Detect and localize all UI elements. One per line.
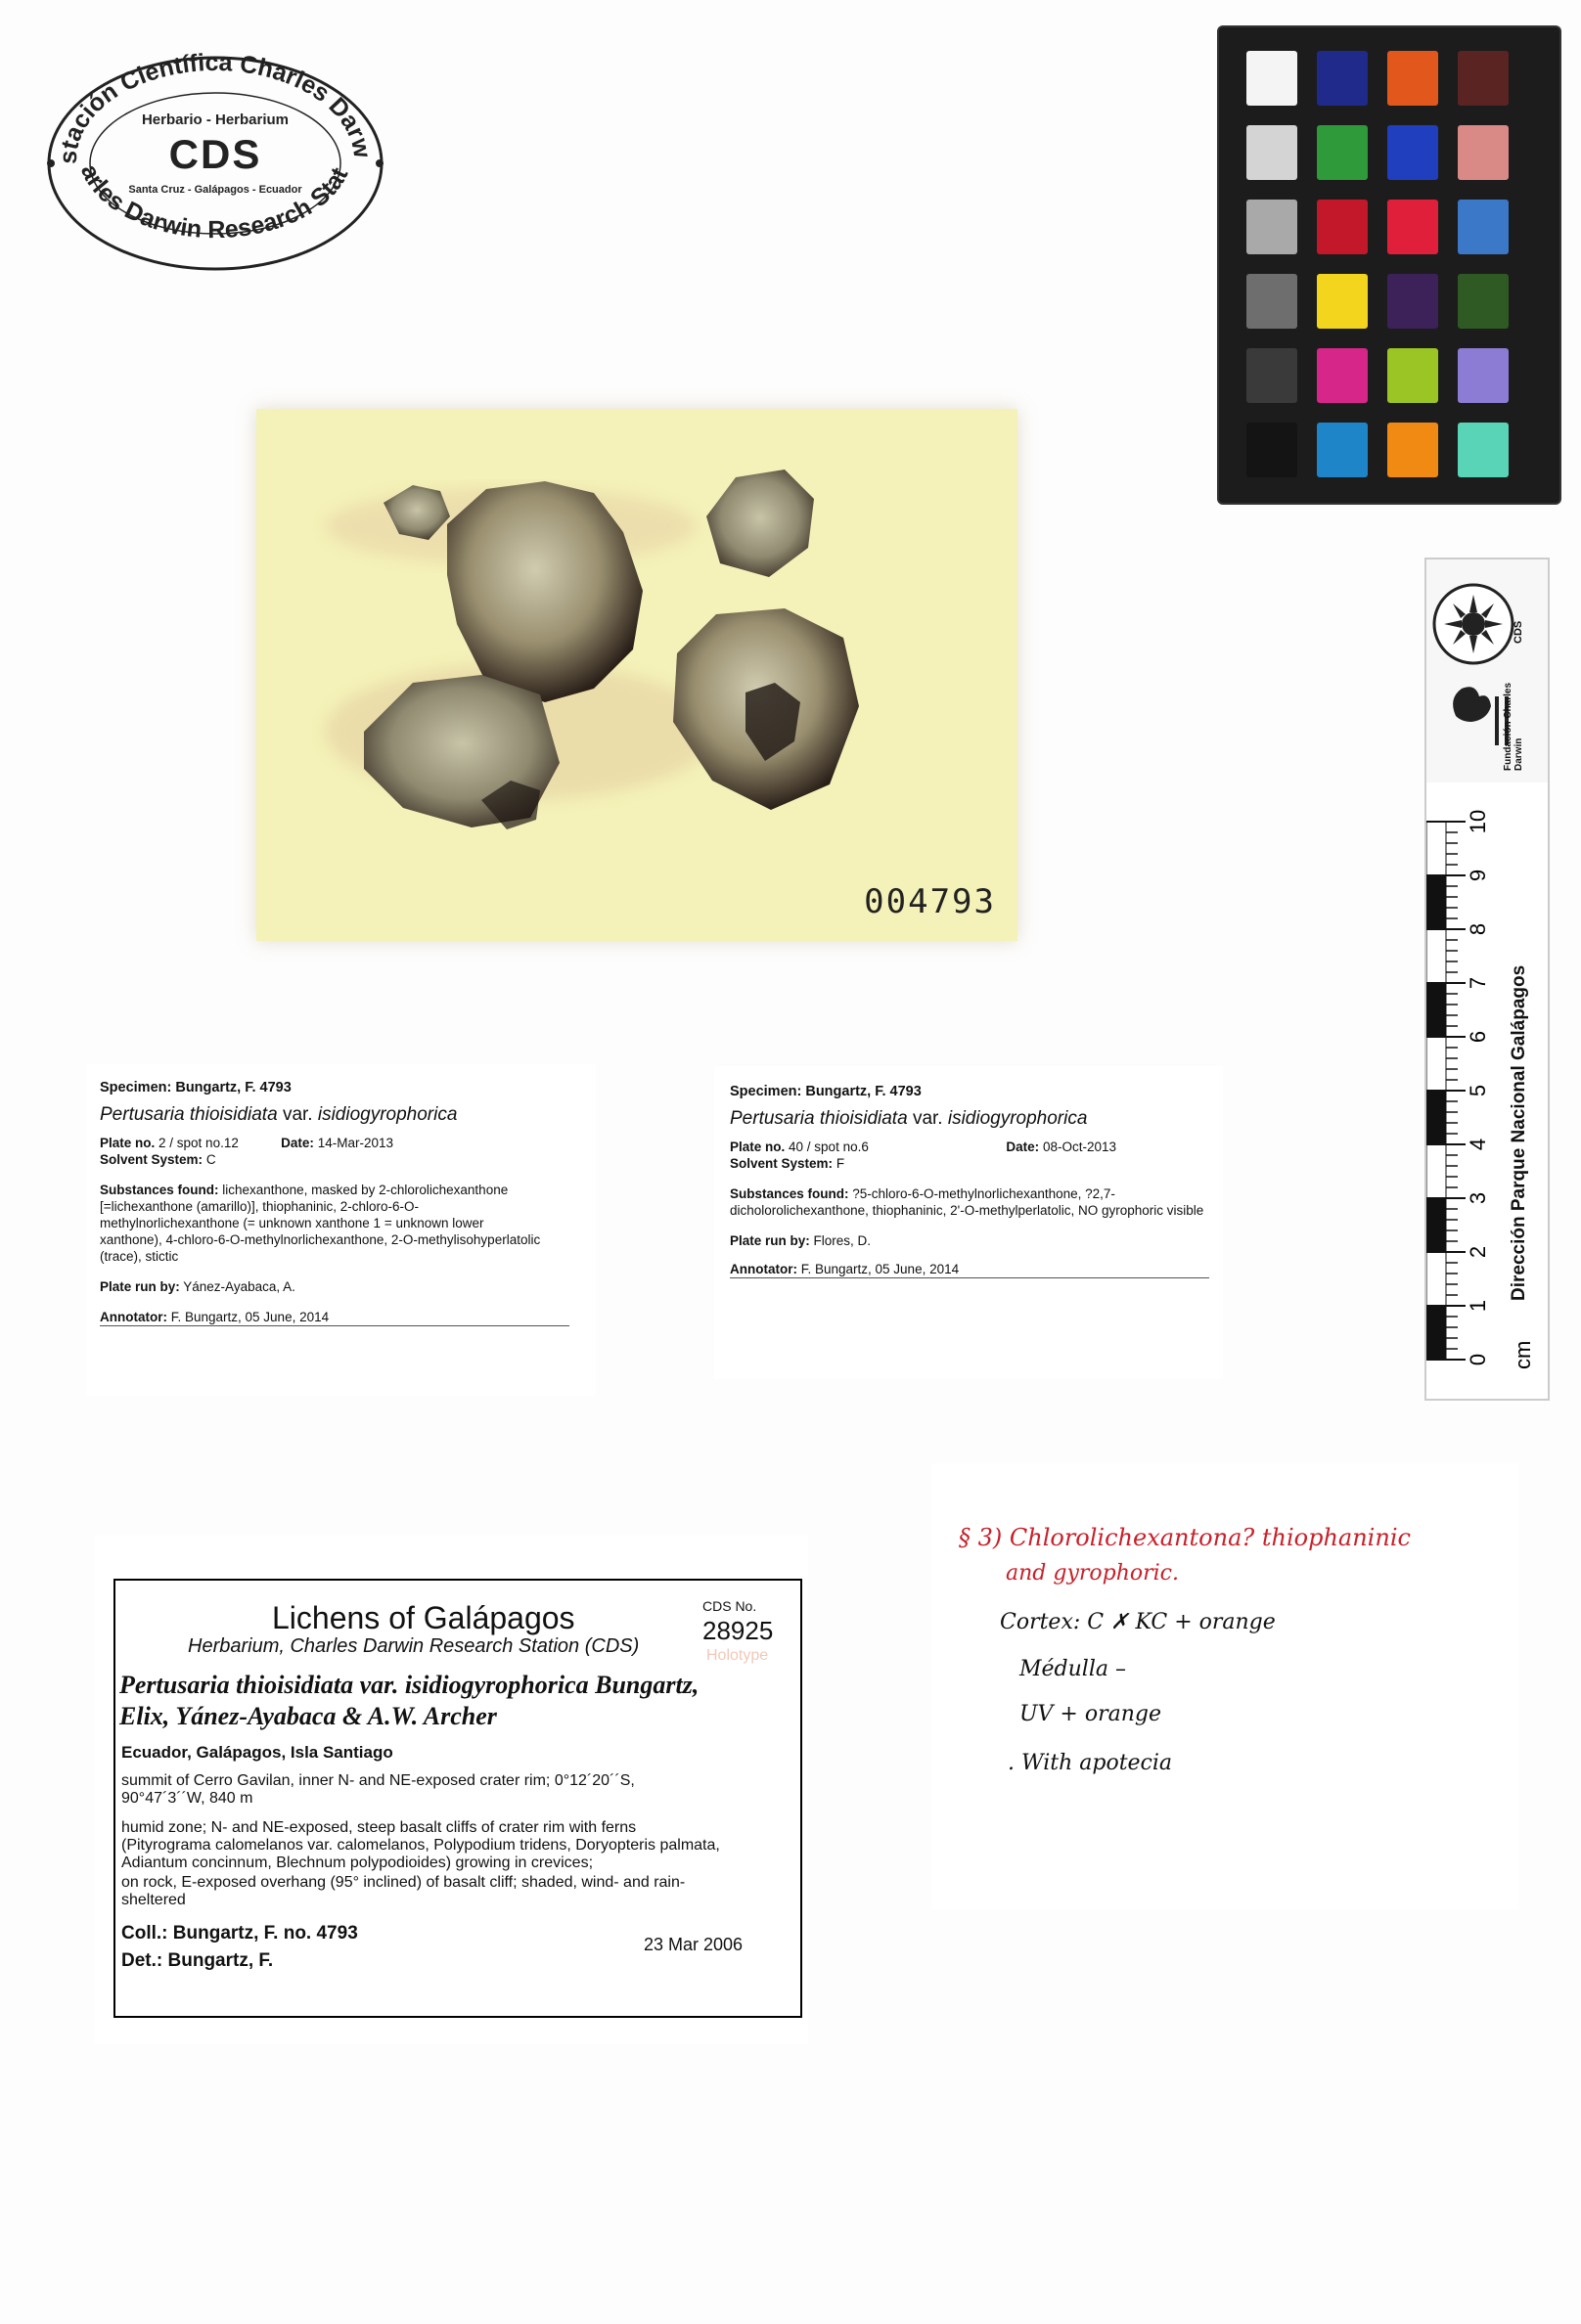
tlc2-plate-value: 40 / spot no.6 bbox=[789, 1140, 869, 1154]
herbarium-subtitle: Herbarium, Charles Darwin Research Station (CDS) bbox=[188, 1635, 640, 1657]
herbarium-date: 23 Mar 2006 bbox=[644, 1935, 744, 1954]
tlc1-date-label: Date: bbox=[281, 1136, 314, 1150]
tlc2-taxon bbox=[730, 1110, 1219, 1127]
determiner-label: Det.: bbox=[121, 1950, 163, 1971]
ruler-tick-label: 10 bbox=[1465, 809, 1490, 834]
scale-vertical-text: Dirección Parque Nacional Galápagos bbox=[1509, 964, 1529, 1301]
tlc2-plate-row bbox=[730, 1139, 1116, 1155]
ruler-block bbox=[1426, 1144, 1446, 1198]
stamp-top-text: stación Científica Charles Darw bbox=[54, 51, 377, 165]
herbarium-site-line1: summit of Cerro Gavilan, inner N- and NE-exposed crater rim; 0°12´20´´S, bbox=[121, 1772, 635, 1789]
ruler-tick-label: 2 bbox=[1465, 1245, 1490, 1259]
tlc2-annotator-label: Annotator: bbox=[730, 1262, 797, 1276]
color-patch bbox=[1387, 348, 1438, 403]
tlc1-plate-label: Plate no. bbox=[100, 1136, 156, 1150]
ruler-block bbox=[1426, 1091, 1446, 1144]
tlc1-taxon-name: Pertusaria thioisidiata bbox=[100, 1104, 278, 1125]
tlc2-plate-label: Plate no. bbox=[730, 1140, 786, 1154]
ruler-tick-label: 8 bbox=[1465, 922, 1490, 936]
tlc1-annotator-value: F. Bungartz, 05 June, 2014 bbox=[170, 1310, 330, 1324]
stamp-bottom-text: arles Darwin Research Stat bbox=[74, 159, 354, 245]
color-patch bbox=[1246, 348, 1297, 403]
tlc1-taxon-var: var. bbox=[282, 1104, 313, 1125]
ruler-block bbox=[1426, 929, 1446, 983]
ruler-tick-label: 9 bbox=[1465, 869, 1490, 882]
herbarium-taxon-line2: Elix, Yánez-Ayabaca & A.W. Archer bbox=[119, 1702, 497, 1730]
color-patch bbox=[1387, 274, 1438, 329]
color-patch bbox=[1246, 200, 1297, 254]
color-patch bbox=[1317, 274, 1368, 329]
specimen-packet bbox=[256, 409, 1017, 941]
herbarium-habitat-line2: (Pityrograma calomelanos var. calomelanos, Polypodium tridens, Doryopteris palmata, bbox=[121, 1837, 720, 1854]
scale-bar-logo-area bbox=[1426, 559, 1548, 782]
color-patch bbox=[1458, 423, 1509, 477]
herbarium-habitat-line1: humid zone; N- and NE-exposed, steep basalt cliffs of crater rim with ferns bbox=[121, 1819, 637, 1836]
color-patch bbox=[1387, 200, 1438, 254]
color-patch bbox=[1458, 200, 1509, 254]
color-patch bbox=[1317, 423, 1368, 477]
tlc2-platerun-label: Plate run by: bbox=[730, 1233, 810, 1248]
ruler-tick-label: 5 bbox=[1465, 1084, 1490, 1097]
catalog-number: 004793 bbox=[864, 882, 996, 921]
ruler-tick-label: 7 bbox=[1465, 976, 1490, 990]
color-patch bbox=[1317, 125, 1368, 180]
tlc1-platerun-label: Plate run by: bbox=[100, 1279, 180, 1294]
herbarium-substrate-line1: on rock, E-exposed overhang (95° inclined) of basalt cliff; shaded, wind- and rain- bbox=[121, 1874, 686, 1891]
color-patch bbox=[1246, 274, 1297, 329]
tlc-label-1 bbox=[86, 1064, 595, 1397]
tlc1-substances-value: lichexanthone, masked by 2-chlorolichexanthone [=lichexanthone (amarillo)], thiophaninic, 2-chloro-6-O-methylnorlichexanthone (= unknown xanthone 1 = unknown lower xanthone), 4-chloro-6-O-methylnorlichexanthone, 2-O-methylisohyperlatolic (trace), stictic bbox=[100, 1183, 541, 1264]
handwritten-note bbox=[931, 1463, 1518, 1909]
herbarium-label bbox=[94, 1536, 808, 2044]
determiner-value: Bungartz, F. bbox=[167, 1950, 274, 1971]
collector-value: Bungartz, F. no. 4793 bbox=[172, 1923, 358, 1944]
ruler-tick-label: 6 bbox=[1465, 1030, 1490, 1044]
tlc2-solvent-label: Solvent System: bbox=[730, 1156, 834, 1171]
stamp-line-location: Santa Cruz - Galápagos - Ecuador bbox=[128, 184, 302, 196]
scale-bar bbox=[1424, 558, 1550, 1401]
tlc2-annotator-value: F. Bungartz, 05 June, 2014 bbox=[800, 1262, 960, 1276]
herbarium-site-line2: 90°47´3´´W, 840 m bbox=[121, 1790, 253, 1807]
color-patch bbox=[1246, 125, 1297, 180]
tlc1-platerun-value: Yánez-Ayabaca, A. bbox=[183, 1279, 295, 1294]
tlc2-substances-label: Substances found: bbox=[730, 1186, 849, 1201]
herbarium-substrate-line2: sheltered bbox=[121, 1892, 186, 1908]
tlc2-taxon-infra: isidiogyrophorica bbox=[947, 1108, 1088, 1129]
herbarium-title: Lichens of Galápagos bbox=[272, 1600, 575, 1635]
lichen-specimen-fragments bbox=[256, 409, 1017, 941]
color-patch bbox=[1458, 125, 1509, 180]
tlc1-plate-value: 2 / spot no.12 bbox=[158, 1136, 239, 1150]
color-patch bbox=[1387, 51, 1438, 106]
scale-bar-logos bbox=[1426, 559, 1548, 782]
ruler-block bbox=[1426, 1306, 1446, 1360]
herbarium-collector bbox=[121, 1923, 358, 1944]
tlc2-solvent-value: F bbox=[836, 1156, 845, 1171]
tlc1-solvent-value: C bbox=[205, 1152, 216, 1167]
color-patch bbox=[1246, 51, 1297, 106]
ruler-block bbox=[1426, 1037, 1446, 1091]
herbarium-taxon-line1: Pertusaria thioisidiata var. isidiogyrophorica Bungartz, bbox=[119, 1671, 700, 1699]
stamp-line-herbarium: Herbario - Herbarium bbox=[141, 112, 290, 128]
scale-ruler bbox=[1426, 782, 1548, 1399]
color-patch bbox=[1317, 200, 1368, 254]
tlc1-specimen: Specimen: Bungartz, F. 4793 bbox=[100, 1080, 292, 1095]
ruler-tick-label: 4 bbox=[1465, 1138, 1490, 1151]
ruler-block bbox=[1426, 983, 1446, 1037]
scale-cds-text: CDS bbox=[1513, 620, 1524, 644]
collector-label: Coll.: bbox=[121, 1923, 168, 1944]
ruler-block bbox=[1426, 1198, 1446, 1252]
note-line-4: Médulla – bbox=[1019, 1657, 1126, 1681]
tlc1-solvent-label: Solvent System: bbox=[100, 1152, 203, 1167]
tlc1-plate-row bbox=[100, 1135, 393, 1151]
tlc2-date-label: Date: bbox=[1006, 1140, 1040, 1154]
note-line-3: Cortex: C ✗ KC + orange bbox=[1000, 1610, 1276, 1634]
cds-number-value: 28925 bbox=[702, 1616, 774, 1645]
note-line-6: . With apotecia bbox=[1008, 1751, 1173, 1775]
ruler-block bbox=[1426, 1252, 1446, 1306]
ruler-tick-label: 3 bbox=[1465, 1191, 1490, 1205]
ruler-tick-label: 0 bbox=[1465, 1353, 1490, 1366]
note-line-1: § 3) Chlorolichexantona? thiophaninic bbox=[959, 1524, 1411, 1551]
tlc2-specimen: Specimen: Bungartz, F. 4793 bbox=[730, 1084, 922, 1099]
color-patch bbox=[1317, 51, 1368, 106]
herbarium-habitat-line3: Adiantum concinnum, Blechnum polypodioides) growing in crevices; bbox=[121, 1855, 594, 1871]
tlc2-substances-value: ?5-chloro-6-O-methylnorlichexanthone, ?2,7-dicholorolichexanthone, thiophaninic, 2'-O-methylperlatolic, NO gyrophoric visible bbox=[730, 1186, 1204, 1218]
tlc2-taxon-name: Pertusaria thioisidiata bbox=[730, 1108, 908, 1129]
type-status: Holotype bbox=[706, 1647, 769, 1664]
tlc2-date-value: 08-Oct-2013 bbox=[1042, 1140, 1116, 1154]
ruler-unit-label: cm bbox=[1511, 1340, 1535, 1369]
ruler-tick-label: 1 bbox=[1465, 1299, 1490, 1313]
note-line-5: UV + orange bbox=[1019, 1702, 1161, 1726]
color-patch bbox=[1387, 125, 1438, 180]
ruler-block bbox=[1426, 875, 1446, 929]
color-patch bbox=[1246, 423, 1297, 477]
tlc1-substances-label: Substances found: bbox=[100, 1183, 219, 1197]
herbarium-stamp bbox=[43, 51, 387, 276]
tlc2-platerun-value: Flores, D. bbox=[813, 1233, 872, 1248]
stamp-line-cds: CDS bbox=[168, 131, 262, 177]
tlc1-taxon bbox=[100, 1106, 589, 1123]
color-checker-card bbox=[1219, 27, 1559, 503]
ruler-block bbox=[1426, 822, 1446, 875]
herbarium-label-frame bbox=[113, 1579, 802, 2018]
herbarium-locality: Ecuador, Galápagos, Isla Santiago bbox=[121, 1743, 393, 1762]
tlc1-date-value: 14-Mar-2013 bbox=[317, 1136, 393, 1150]
note-line-2: and gyrophoric. bbox=[1006, 1561, 1179, 1586]
tlc1-annotator-label: Annotator: bbox=[100, 1310, 167, 1324]
herbarium-determiner bbox=[121, 1950, 273, 1972]
color-patch bbox=[1458, 51, 1509, 106]
tlc-label-2 bbox=[714, 1066, 1223, 1379]
color-patch bbox=[1317, 348, 1368, 403]
scale-org-text: Fundación Charles Darwin bbox=[1503, 682, 1524, 771]
tlc2-taxon-var: var. bbox=[912, 1108, 943, 1129]
color-patch bbox=[1458, 348, 1509, 403]
tlc1-taxon-infra: isidiogyrophorica bbox=[317, 1104, 458, 1125]
cds-number-label: CDS No. bbox=[702, 1598, 757, 1614]
color-patch bbox=[1387, 423, 1438, 477]
color-patch bbox=[1458, 274, 1509, 329]
